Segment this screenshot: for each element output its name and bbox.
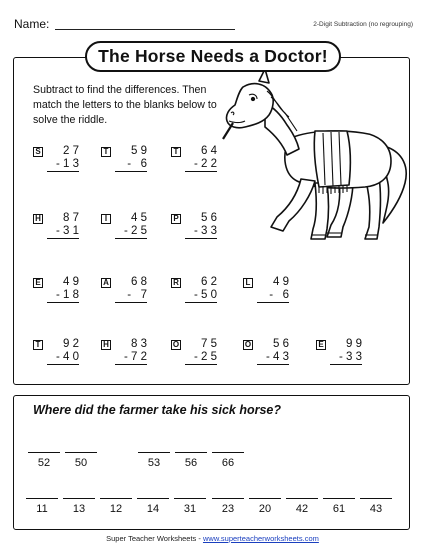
blank-line[interactable]: [65, 452, 97, 453]
blank-line[interactable]: [212, 452, 244, 453]
problem-letter: S: [33, 147, 43, 157]
problem-bottom: - 7 2: [115, 351, 147, 365]
problem: [101, 146, 153, 180]
blank-number: 56: [184, 457, 198, 469]
blank-number: 50: [74, 457, 88, 469]
problem-bottom: - 7: [115, 289, 147, 303]
blank-number: 12: [109, 503, 123, 515]
problem-letter: P: [171, 214, 181, 224]
riddle-question: Where did the farmer take his sick horse?: [33, 403, 281, 417]
footer-link[interactable]: www.superteacherworksheets.com: [202, 534, 319, 543]
blank-line[interactable]: [26, 498, 58, 499]
problem-bottom: - 2 5: [115, 225, 147, 239]
worksheet-subtitle: 2-Digit Subtraction (no regrouping): [313, 21, 413, 28]
problem-bottom: - 3 1: [47, 225, 79, 239]
blank-line[interactable]: [249, 498, 281, 499]
blank-number: 43: [369, 503, 383, 515]
problem-top: 5 6: [273, 338, 289, 350]
problem-bottom: - 1 8: [47, 289, 79, 303]
problem-bottom: - 3 3: [330, 351, 362, 365]
problem-top: 6 2: [201, 276, 217, 288]
problem-top: 5 9: [131, 145, 147, 157]
blank-line[interactable]: [174, 498, 206, 499]
blank-number: 61: [332, 503, 346, 515]
footer-text: Super Teacher Worksheets -: [106, 534, 203, 543]
blank-number: 31: [183, 503, 197, 515]
problem-bottom: - 6: [115, 158, 147, 172]
blank-number: 66: [221, 457, 235, 469]
problem: [33, 277, 85, 311]
problem-bottom: - 4 0: [47, 351, 79, 365]
problem-bottom: - 4 3: [257, 351, 289, 365]
problem-top: 2 7: [63, 145, 79, 157]
problem-letter: T: [171, 147, 181, 157]
problem-letter: E: [316, 340, 326, 350]
problem: [171, 277, 223, 311]
blank-line[interactable]: [212, 498, 244, 499]
problem-top: 6 4: [201, 145, 217, 157]
problem-top: 9 9: [346, 338, 362, 350]
name-field[interactable]: [55, 29, 235, 30]
problem: [101, 339, 153, 373]
blank-line[interactable]: [63, 498, 95, 499]
blank-number: 42: [295, 503, 309, 515]
name-label: Name:: [14, 17, 50, 31]
blank-line[interactable]: [360, 498, 392, 499]
problem-top: 4 5: [131, 212, 147, 224]
blank-number: 52: [37, 457, 51, 469]
title-banner: [85, 41, 341, 72]
problem-letter: A: [101, 278, 111, 288]
blank-line[interactable]: [323, 498, 355, 499]
problem-top: 7 5: [201, 338, 217, 350]
problem-letter: E: [33, 278, 43, 288]
problem: [33, 146, 85, 180]
blank-number: 53: [147, 457, 161, 469]
problem: [33, 339, 85, 373]
blank-line[interactable]: [138, 452, 170, 453]
footer: [0, 534, 425, 543]
blank-number: 11: [36, 503, 48, 515]
problem-top: 5 6: [201, 212, 217, 224]
problem-bottom: - 5 0: [185, 289, 217, 303]
problem-top: 6 8: [131, 276, 147, 288]
problem-letter: O: [172, 340, 180, 349]
blank-number: 13: [72, 503, 86, 515]
blank-number: 14: [146, 503, 160, 515]
problem: [243, 277, 295, 311]
problem: [171, 339, 223, 373]
problem-letter: R: [171, 278, 181, 288]
blank-number: 23: [221, 503, 235, 515]
problem-letter: H: [33, 214, 43, 224]
problem-top: 4 9: [63, 276, 79, 288]
problem-letter: T: [101, 147, 111, 157]
problem-bottom: - 1 3: [47, 158, 79, 172]
problem-letter: L: [243, 278, 253, 288]
problem-bottom: - 6: [257, 289, 289, 303]
problem: [316, 339, 368, 373]
problem-top: 4 9: [273, 276, 289, 288]
problem-top: 8 3: [131, 338, 147, 350]
problem-letter: H: [101, 340, 111, 350]
problem-top: 8 7: [63, 212, 79, 224]
problem-top: 9 2: [63, 338, 79, 350]
problem-letter: I: [101, 214, 111, 224]
problem: [101, 277, 153, 311]
blank-line[interactable]: [28, 452, 60, 453]
problem: [33, 213, 85, 247]
problem-bottom: - 2 5: [185, 351, 217, 365]
problem-letter: O: [244, 340, 252, 349]
problem-bottom: - 3 3: [185, 225, 217, 239]
blank-line[interactable]: [286, 498, 318, 499]
problem-bottom: - 2 2: [185, 158, 217, 172]
instructions-text: Subtract to find the differences. Then match the letters to the blanks below to solve the riddle.: [33, 84, 217, 126]
horse-illustration: [215, 67, 415, 247]
blank-line[interactable]: [137, 498, 169, 499]
blank-line[interactable]: [100, 498, 132, 499]
blank-line[interactable]: [175, 452, 207, 453]
page-title: The Horse Needs a Doctor!: [98, 46, 328, 66]
blank-number: 20: [258, 503, 272, 515]
problem: [101, 213, 153, 247]
problem-letter: T: [33, 340, 43, 350]
problem: [243, 339, 295, 373]
